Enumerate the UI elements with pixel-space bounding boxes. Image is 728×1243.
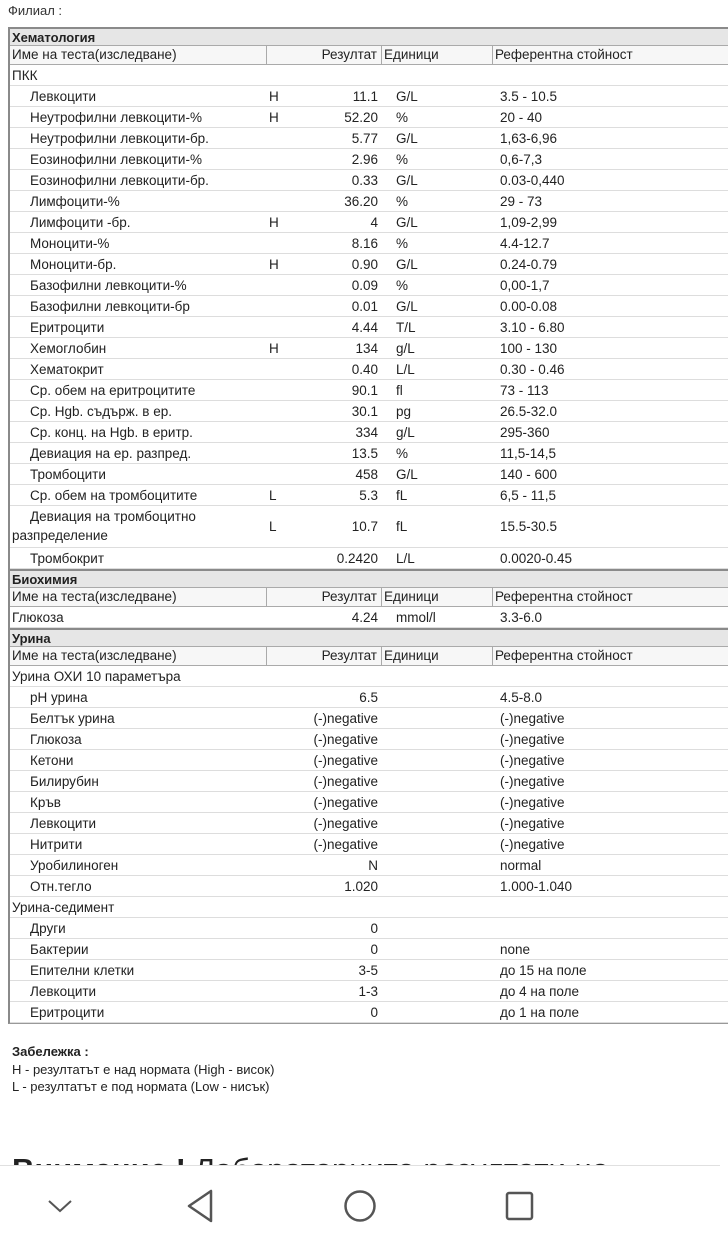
result-value: 11.1 <box>352 89 378 104</box>
reference-range: 0.0020-0.45 <box>500 551 573 566</box>
result-unit: % <box>396 278 409 293</box>
result-value: 6.5 <box>359 690 378 705</box>
result-unit <box>382 897 493 917</box>
test-name: Неутрофилни левкоцити-бр. <box>30 131 209 146</box>
result-unit <box>382 687 493 707</box>
back-triangle-icon[interactable] <box>180 1186 220 1226</box>
reference-range: 1.000-1.040 <box>500 879 573 894</box>
result-unit: g/L <box>396 341 415 356</box>
result-unit <box>382 813 493 833</box>
column-header-units: Единици <box>382 46 493 64</box>
reference-range: (-)negative <box>500 774 565 789</box>
result-value: 10.7 <box>351 519 378 534</box>
reference-range <box>493 918 728 938</box>
note-title: Забележка : <box>12 1044 89 1059</box>
test-name: Еозинофилни левкоцити-бр. <box>30 173 209 188</box>
reference-range: до 15 на поле <box>500 963 587 978</box>
result-unit <box>382 65 493 85</box>
test-name: Моноцити-% <box>30 236 110 251</box>
result-unit <box>382 729 493 749</box>
reference-range: 140 - 600 <box>500 467 558 482</box>
abnormal-flag: H <box>269 257 279 272</box>
test-name: Кръв <box>30 795 61 810</box>
column-header-units: Единици <box>382 647 493 665</box>
reference-range: 15.5-30.5 <box>500 519 558 534</box>
abnormal-flag: L <box>269 488 277 503</box>
result-value: (-)negative <box>313 711 378 726</box>
result-value: 0.40 <box>351 362 378 377</box>
result-unit <box>382 666 493 686</box>
result-value: 1-3 <box>358 984 378 999</box>
test-name: Базофилни левкоцити-бр <box>30 299 190 314</box>
home-circle-icon[interactable] <box>340 1186 380 1226</box>
result-unit: G/L <box>396 215 418 230</box>
abnormal-flag <box>267 464 307 484</box>
test-name: Отн.тегло <box>30 879 92 894</box>
result-unit: % <box>396 152 409 167</box>
result-value: (-)negative <box>313 795 378 810</box>
test-name: Глюкоза <box>12 610 64 625</box>
test-name: Ср. Hgb. съдърж. в ер. <box>30 404 172 419</box>
result-value: 36.20 <box>344 194 378 209</box>
test-name: Лимфоцити -бр. <box>30 215 131 230</box>
abnormal-flag <box>267 876 307 896</box>
result-value <box>307 897 382 917</box>
result-unit: % <box>396 194 409 209</box>
table-row <box>10 296 728 317</box>
test-name: Епителни клетки <box>30 963 135 978</box>
test-name: Еритроцити <box>30 1005 105 1020</box>
abnormal-flag <box>267 443 307 463</box>
reference-range: 295-360 <box>500 425 550 440</box>
test-name: Девиация на ер. разпред. <box>30 446 192 461</box>
abnormal-flag <box>267 750 307 770</box>
result-unit: mmol/l <box>396 610 436 625</box>
reference-range: (-)negative <box>500 795 565 810</box>
legend-note <box>12 1043 274 1096</box>
abnormal-flag <box>267 792 307 812</box>
reference-range: 29 - 73 <box>500 194 543 209</box>
test-name: Базофилни левкоцити-% <box>30 278 187 293</box>
result-unit: L/L <box>396 551 415 566</box>
reference-range: 4.5-8.0 <box>500 690 543 705</box>
reference-range <box>493 666 728 686</box>
test-name: Хематокрит <box>30 362 104 377</box>
table-row <box>10 708 728 729</box>
abnormal-flag <box>267 729 307 749</box>
result-unit: fL <box>396 519 408 534</box>
result-value: 134 <box>355 341 378 356</box>
result-value: (-)negative <box>313 816 378 831</box>
test-name: Лимфоцити-% <box>30 194 120 209</box>
test-name: pH урина <box>30 690 88 705</box>
test-name: Левкоцити <box>30 89 97 104</box>
table-row <box>10 918 728 939</box>
result-unit: L/L <box>396 362 415 377</box>
table-row <box>10 506 728 548</box>
table-row <box>10 65 728 86</box>
result-value: 5.77 <box>351 131 378 146</box>
column-header-reference: Референтна стойност <box>495 589 633 604</box>
test-name: Урина ОХИ 10 параметъра <box>12 669 181 684</box>
reference-range: 0.03-0,440 <box>500 173 565 188</box>
result-unit: G/L <box>396 467 418 482</box>
abnormal-flag: H <box>269 89 279 104</box>
result-unit <box>382 771 493 791</box>
table-row <box>10 939 728 960</box>
result-value: 0.2420 <box>336 551 378 566</box>
reference-range: (-)negative <box>500 816 565 831</box>
abnormal-flag <box>267 708 307 728</box>
abnormal-flag <box>267 128 307 148</box>
abnormal-flag <box>267 317 307 337</box>
reference-range: до 1 на поле <box>500 1005 580 1020</box>
android-nav-bar <box>0 1165 720 1243</box>
result-value: 3-5 <box>358 963 378 978</box>
table-row <box>10 401 728 422</box>
result-value: 0.01 <box>351 299 378 314</box>
result-unit: G/L <box>396 173 418 188</box>
result-value: 1.020 <box>344 879 378 894</box>
abnormal-flag <box>267 65 307 85</box>
reference-range: (-)negative <box>500 711 565 726</box>
test-name: Неутрофилни левкоцити-% <box>30 110 202 125</box>
result-value <box>307 666 382 686</box>
column-header-result: Резултат <box>267 588 382 606</box>
abnormal-flag <box>267 813 307 833</box>
result-unit <box>382 939 493 959</box>
reference-range: 0,00-1,7 <box>500 278 550 293</box>
test-name: ПКК <box>12 68 38 83</box>
column-header-name: Име на теста(изследване) <box>10 46 267 64</box>
abnormal-flag: H <box>269 215 279 230</box>
abnormal-flag <box>267 191 307 211</box>
result-value: 4.44 <box>351 320 378 335</box>
table-row <box>10 813 728 834</box>
table-row <box>10 750 728 771</box>
abnormal-flag <box>267 960 307 980</box>
column-header-result: Резултат <box>267 647 382 665</box>
result-value: 0 <box>370 942 378 957</box>
result-value: 13.5 <box>351 446 378 461</box>
abnormal-flag <box>267 771 307 791</box>
section-title: Биохимия <box>10 569 728 588</box>
column-header-name: Име на теста(изследване) <box>10 647 267 665</box>
table-row <box>10 607 728 628</box>
abnormal-flag <box>267 380 307 400</box>
column-header-row <box>10 647 728 666</box>
result-value: 4 <box>370 215 378 230</box>
result-value: 52.20 <box>344 110 378 125</box>
result-unit: % <box>396 236 409 251</box>
reference-range: 26.5-32.0 <box>500 404 558 419</box>
column-header-name: Име на теста(изследване) <box>10 588 267 606</box>
test-name: Ср. обем на еритроцитите <box>30 383 196 398</box>
reference-range: 4.4-12.7 <box>500 236 550 251</box>
reference-range: (-)negative <box>500 837 565 852</box>
test-name: Белтък урина <box>30 711 115 726</box>
test-name: Глюкоза <box>30 732 82 747</box>
result-unit <box>382 855 493 875</box>
test-name: Левкоцити <box>30 984 97 999</box>
result-unit <box>382 792 493 812</box>
abnormal-flag <box>267 296 307 316</box>
test-name: Ср. обем на тромбоцитите <box>30 488 198 503</box>
result-unit <box>382 981 493 1001</box>
result-value: N <box>368 858 378 873</box>
result-value: 0 <box>370 921 378 936</box>
recents-square-icon[interactable] <box>500 1186 540 1226</box>
abnormal-flag <box>267 939 307 959</box>
table-row <box>10 422 728 443</box>
test-name: Бактерии <box>30 942 89 957</box>
reference-range: 0.30 - 0.46 <box>500 362 565 377</box>
reference-range: 0.00-0.08 <box>500 299 558 314</box>
result-value: (-)negative <box>313 732 378 747</box>
reference-range: 1,09-2,99 <box>500 215 558 230</box>
abnormal-flag: H <box>269 341 279 356</box>
table-row <box>10 729 728 750</box>
table-row <box>10 338 728 359</box>
test-name: Други <box>30 921 66 936</box>
table-row <box>10 149 728 170</box>
reference-range: 73 - 113 <box>500 383 549 398</box>
abnormal-flag <box>267 981 307 1001</box>
table-row <box>10 687 728 708</box>
reference-range <box>493 65 728 85</box>
test-name: Урина-седимент <box>12 900 115 915</box>
abnormal-flag <box>267 834 307 854</box>
test-name: Еозинофилни левкоцити-% <box>30 152 202 167</box>
reference-range: 3.3-6.0 <box>500 610 543 625</box>
result-value: 30.1 <box>351 404 378 419</box>
table-row <box>10 485 728 506</box>
result-unit: G/L <box>396 131 418 146</box>
table-row <box>10 380 728 401</box>
table-row <box>10 876 728 897</box>
abnormal-flag <box>267 666 307 686</box>
result-unit: G/L <box>396 299 418 314</box>
reference-range <box>493 897 728 917</box>
test-name: Левкоцити <box>30 816 97 831</box>
result-value: 2.96 <box>351 152 378 167</box>
abnormal-flag <box>267 233 307 253</box>
table-row <box>10 855 728 876</box>
table-row <box>10 212 728 233</box>
result-value: 0.09 <box>351 278 378 293</box>
table-row <box>10 960 728 981</box>
reference-range: (-)negative <box>500 753 565 768</box>
table-row <box>10 792 728 813</box>
reference-range: (-)negative <box>500 732 565 747</box>
abnormal-flag <box>267 687 307 707</box>
result-value: 4.24 <box>351 610 378 625</box>
branch-label: Филиал : <box>8 3 63 18</box>
result-unit: % <box>396 110 409 125</box>
abnormal-flag <box>267 275 307 295</box>
result-unit <box>382 918 493 938</box>
table-row <box>10 191 728 212</box>
reference-range: 11,5-14,5 <box>500 446 557 461</box>
reference-range: 3.5 - 10.5 <box>500 89 558 104</box>
result-value: 0.90 <box>351 257 378 272</box>
note-high: H - резултатът е над нормата (High - висок) <box>12 1061 275 1077</box>
abnormal-flag <box>267 422 307 442</box>
abnormal-flag <box>267 897 307 917</box>
abnormal-flag <box>267 1002 307 1022</box>
table-row <box>10 359 728 380</box>
abnormal-flag <box>267 170 307 190</box>
table-row <box>10 128 728 149</box>
column-header-units: Единици <box>382 588 493 606</box>
result-unit <box>382 708 493 728</box>
test-name: Нитрити <box>30 837 83 852</box>
abnormal-flag <box>267 149 307 169</box>
result-unit: fl <box>396 383 403 398</box>
result-unit: G/L <box>396 89 418 104</box>
table-row <box>10 170 728 191</box>
result-value: (-)negative <box>313 837 378 852</box>
table-row <box>10 443 728 464</box>
table-row <box>10 275 728 296</box>
table-row <box>10 548 728 569</box>
reference-range: до 4 на поле <box>500 984 580 999</box>
test-name: Тромбокрит <box>30 551 105 566</box>
result-value: 0 <box>370 1005 378 1020</box>
column-header-reference: Референтна стойност <box>495 47 633 62</box>
section-title: Хематология <box>10 27 728 46</box>
table-row <box>10 981 728 1002</box>
test-name: Девиация на тромбоцитно разпределение <box>12 509 196 543</box>
table-row <box>10 233 728 254</box>
result-value: 458 <box>355 467 378 482</box>
result-unit <box>382 834 493 854</box>
reference-range: 100 - 130 <box>500 341 558 356</box>
abnormal-flag: L <box>269 519 277 534</box>
reference-range: none <box>500 942 531 957</box>
result-value: (-)negative <box>313 753 378 768</box>
abnormal-flag <box>267 548 307 568</box>
abnormal-flag <box>267 918 307 938</box>
lab-report-table <box>8 27 728 1024</box>
result-value: 334 <box>355 425 378 440</box>
table-row <box>10 317 728 338</box>
result-value: 5.3 <box>359 488 378 503</box>
table-row <box>10 254 728 275</box>
note-low: L - резултатът е под нормата (Low - нисък) <box>12 1079 270 1094</box>
test-name: Тромбоцити <box>30 467 106 482</box>
test-name: Уробилиноген <box>30 858 119 873</box>
hide-nav-chevron-down-icon[interactable] <box>40 1186 80 1226</box>
section-title: Урина <box>10 628 728 647</box>
reference-range: 3.10 - 6.80 <box>500 320 565 335</box>
reference-range: normal <box>500 858 542 873</box>
reference-range: 0.24-0.79 <box>500 257 558 272</box>
table-row <box>10 897 728 918</box>
abnormal-flag <box>267 855 307 875</box>
abnormal-flag: H <box>269 110 279 125</box>
column-header-row <box>10 46 728 65</box>
table-row <box>10 86 728 107</box>
result-value: 90.1 <box>351 383 378 398</box>
test-name: Моноцити-бр. <box>30 257 117 272</box>
result-unit: g/L <box>396 425 415 440</box>
table-row <box>10 834 728 855</box>
result-unit <box>382 1002 493 1022</box>
table-row <box>10 1002 728 1023</box>
column-header-result: Резултат <box>267 46 382 64</box>
test-name: Кетони <box>30 753 74 768</box>
column-header-row <box>10 588 728 607</box>
result-value <box>307 65 382 85</box>
result-unit <box>382 750 493 770</box>
result-unit: T/L <box>396 320 416 335</box>
test-name: Хемоглобин <box>30 341 107 356</box>
result-value: (-)negative <box>313 774 378 789</box>
result-value: 8.16 <box>351 236 378 251</box>
reference-range: 1,63-6,96 <box>500 131 558 146</box>
test-name: Билирубин <box>30 774 99 789</box>
table-row <box>10 771 728 792</box>
test-name: Еритроцити <box>30 320 105 335</box>
result-unit: pg <box>396 404 412 419</box>
reference-range: 6,5 - 11,5 <box>500 488 557 503</box>
abnormal-flag <box>267 607 307 627</box>
abnormal-flag <box>267 359 307 379</box>
result-unit: G/L <box>396 257 418 272</box>
reference-range: 20 - 40 <box>500 110 543 125</box>
test-name: Ср. конц. на Hgb. в еритр. <box>30 425 193 440</box>
table-row <box>10 107 728 128</box>
reference-range: 0,6-7,3 <box>500 152 543 167</box>
result-unit: fL <box>396 488 408 503</box>
result-unit <box>382 876 493 896</box>
result-value: 0.33 <box>351 173 378 188</box>
column-header-reference: Референтна стойност <box>495 648 633 663</box>
warning-text <box>12 1148 609 1165</box>
result-unit: % <box>396 446 409 461</box>
table-row <box>10 666 728 687</box>
abnormal-flag <box>267 401 307 421</box>
table-row <box>10 464 728 485</box>
result-unit <box>382 960 493 980</box>
